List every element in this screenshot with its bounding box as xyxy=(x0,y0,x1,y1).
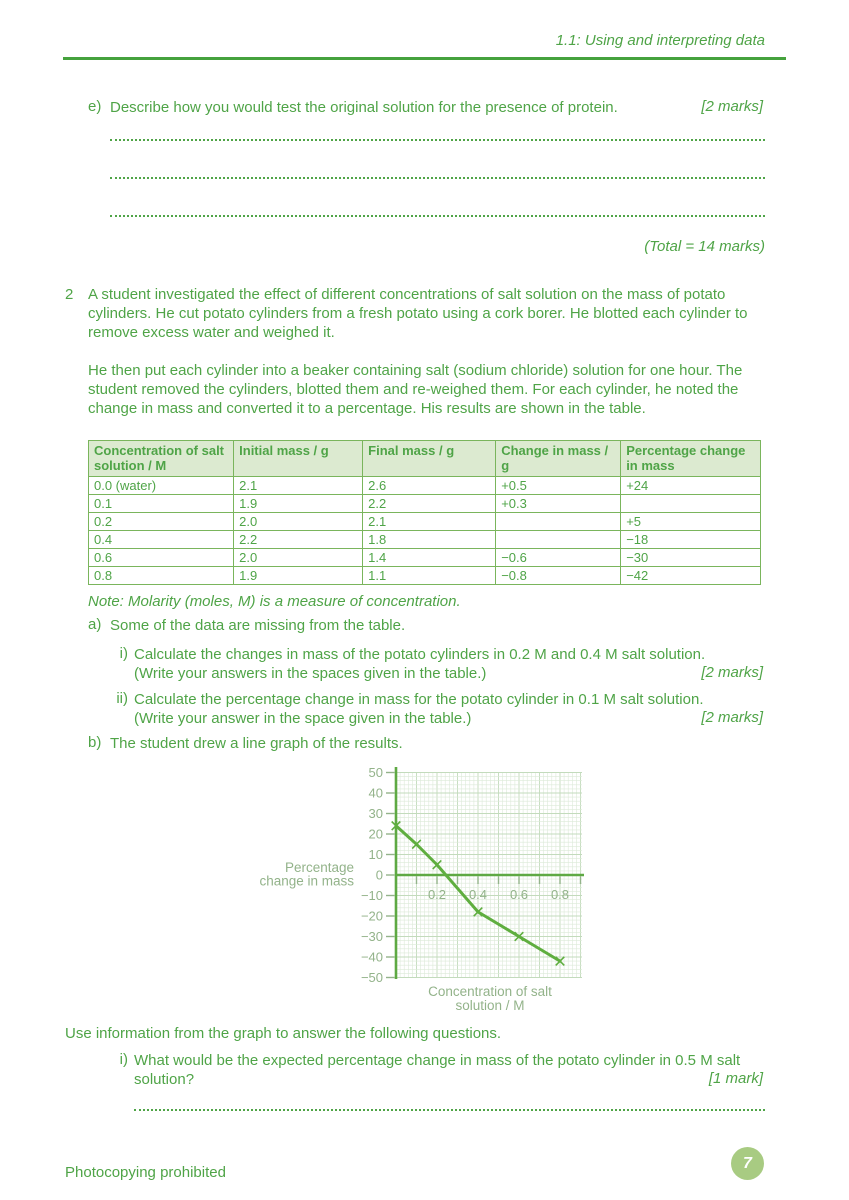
chart-y-axis-label: change in mass xyxy=(259,873,354,889)
table-cell: 2.6 xyxy=(363,477,496,495)
results-line-chart xyxy=(260,762,610,1020)
answer-line[interactable] xyxy=(110,139,765,141)
table-cell: 0.0 (water) xyxy=(89,477,234,495)
table-row xyxy=(89,549,761,567)
part-a-ii-text-line1: Calculate the percentage change in mass for the potato cylinder in 0.1 M salt solution. xyxy=(134,691,704,708)
table-cell: 1.1 xyxy=(363,567,496,585)
chart-x-axis-label: Concentration of salt xyxy=(428,984,552,999)
answer-cell[interactable] xyxy=(621,495,761,513)
chart-y-tick-label: 50 xyxy=(368,765,383,780)
chart-y-tick-label: −20 xyxy=(360,908,383,924)
chart-x-tick-label: 0.2 xyxy=(427,887,447,902)
part-b-label: b) xyxy=(88,734,102,751)
table-cell: +0.3 xyxy=(496,495,621,513)
table-cell: 2.0 xyxy=(234,513,363,531)
part-a-i-text-line1: Calculate the changes in mass of the potato cylinders in 0.2 M and 0.4 M salt solution. xyxy=(134,646,706,663)
chart-x-tick-label: 0.6 xyxy=(509,887,529,902)
total-marks: (Total = 14 marks) xyxy=(644,238,765,255)
table-cell: 1.8 xyxy=(363,531,496,549)
table-cell: +0.5 xyxy=(496,477,621,495)
table-cell: 1.9 xyxy=(234,567,363,585)
chart-y-axis-label: Percentage xyxy=(284,860,354,875)
graph-question-i-label: i) xyxy=(119,1051,128,1068)
table-cell: 0.4 xyxy=(89,531,234,549)
table-cell: 2.1 xyxy=(234,477,363,495)
part-a-i-text-line2: (Write your answers in the spaces given in the table.) xyxy=(134,665,487,682)
table-row xyxy=(89,513,761,531)
question-2-intro xyxy=(88,285,768,418)
table-cell: 2.2 xyxy=(234,531,363,549)
results-table-container xyxy=(88,440,761,585)
chart-x-tick-label: 0.8 xyxy=(550,887,570,902)
table-cell: 0.2 xyxy=(89,513,234,531)
table-cell: 0.1 xyxy=(89,495,234,513)
table-row xyxy=(89,495,761,513)
table-cell: −18 xyxy=(621,531,761,549)
table-cell: −30 xyxy=(621,549,761,567)
page-header-title: 1.1: Using and interpreting data xyxy=(555,32,765,49)
graph-answer-line[interactable] xyxy=(134,1109,765,1111)
graph-intro: Use information from the graph to answer the following questions. xyxy=(65,1025,502,1042)
graph-question-i-text-line1: What would be the expected percentage change in mass of the potato cylinder in 0.5 M salt xyxy=(134,1052,741,1069)
table-cell: 2.0 xyxy=(234,549,363,567)
header-rule xyxy=(63,57,786,60)
chart-y-tick-label: −40 xyxy=(360,949,383,965)
part-a-ii-marks: [2 marks] xyxy=(701,709,763,726)
question-e-marks: [2 marks] xyxy=(701,98,763,115)
part-a-label: a) xyxy=(88,616,102,633)
chart-x-tick-label: 0.4 xyxy=(468,887,488,902)
graph-question-i-marks: [1 mark] xyxy=(708,1070,763,1087)
results-table-body xyxy=(89,477,761,585)
table-cell: 2.2 xyxy=(363,495,496,513)
header-cell: Initial mass / g xyxy=(234,441,363,477)
part-b-text: The student drew a line graph of the results. xyxy=(110,735,403,752)
chart-y-tick-label: −50 xyxy=(360,970,383,985)
question-2-number: 2 xyxy=(65,286,74,303)
answer-line[interactable] xyxy=(110,215,765,217)
results-table xyxy=(88,440,761,585)
answer-line[interactable] xyxy=(110,177,765,179)
chart-y-tick-label: 40 xyxy=(368,785,383,801)
chart-y-tick-label: 10 xyxy=(368,847,383,862)
page-number: 7 xyxy=(743,1154,752,1172)
table-cell: −42 xyxy=(621,567,761,585)
header-cell: Percentage change in mass xyxy=(621,441,761,477)
table-cell: −0.8 xyxy=(496,567,621,585)
table-cell: 1.4 xyxy=(363,549,496,567)
part-a-text: Some of the data are missing from the table. xyxy=(110,617,406,634)
table-cell: +5 xyxy=(621,513,761,531)
question-e-text: Describe how you would test the original solution for the presence of protein. xyxy=(110,99,618,116)
answer-cell[interactable] xyxy=(496,531,621,549)
table-cell: −0.6 xyxy=(496,549,621,567)
chart-y-tick-label: −10 xyxy=(360,888,383,903)
question-2-paragraph-1: A student investigated the effect of different concentrations of salt solution on the mass of potato cylinders. He cut potato cylinders from a fresh potato using a cork borer. He blotted each cylinder to remove excess water and weighed it. xyxy=(88,286,748,341)
header-cell: Final mass / g xyxy=(363,441,496,477)
footer-note: Photocopying prohibited xyxy=(65,1164,226,1181)
molarity-note: Note: Molarity (moles, M) is a measure of concentration. xyxy=(88,593,461,610)
table-cell: 0.8 xyxy=(89,567,234,585)
part-a-ii-text-line2: (Write your answer in the space given in the table.) xyxy=(134,710,472,727)
page-number-badge xyxy=(731,1147,764,1180)
chart-y-tick-label: 20 xyxy=(368,826,383,842)
results-table-header-row xyxy=(89,441,761,477)
table-row xyxy=(89,531,761,549)
table-cell: +24 xyxy=(621,477,761,495)
chart-x-axis-label: solution / M xyxy=(455,998,525,1013)
question-e-label: e) xyxy=(88,98,102,115)
graph-question-i-text-line2: solution? xyxy=(134,1071,195,1088)
question-2-paragraph-2: He then put each cylinder into a beaker containing salt (sodium chloride) solution for one hour. The student removed the cylinders, blotted them and re-weighed them. For each cylinder, he noted the change in mass and converted it to a percentage. His results are shown in the table. xyxy=(88,362,743,417)
table-row xyxy=(89,567,761,585)
table-cell: 0.6 xyxy=(89,549,234,567)
table-cell: 2.1 xyxy=(363,513,496,531)
table-row xyxy=(89,477,761,495)
part-a-ii-label: ii) xyxy=(116,690,128,707)
chart-y-tick-label: 30 xyxy=(368,806,383,821)
chart-y-tick-label: −30 xyxy=(360,929,383,944)
header-cell: Change in mass / g xyxy=(496,441,621,477)
part-a-i-label: i) xyxy=(119,645,128,662)
table-cell: 1.9 xyxy=(234,495,363,513)
chart-y-tick-label: 0 xyxy=(375,867,383,883)
header-cell: Concentration of salt solution / M xyxy=(89,441,234,477)
part-a-i-marks: [2 marks] xyxy=(701,664,763,681)
answer-cell[interactable] xyxy=(496,513,621,531)
